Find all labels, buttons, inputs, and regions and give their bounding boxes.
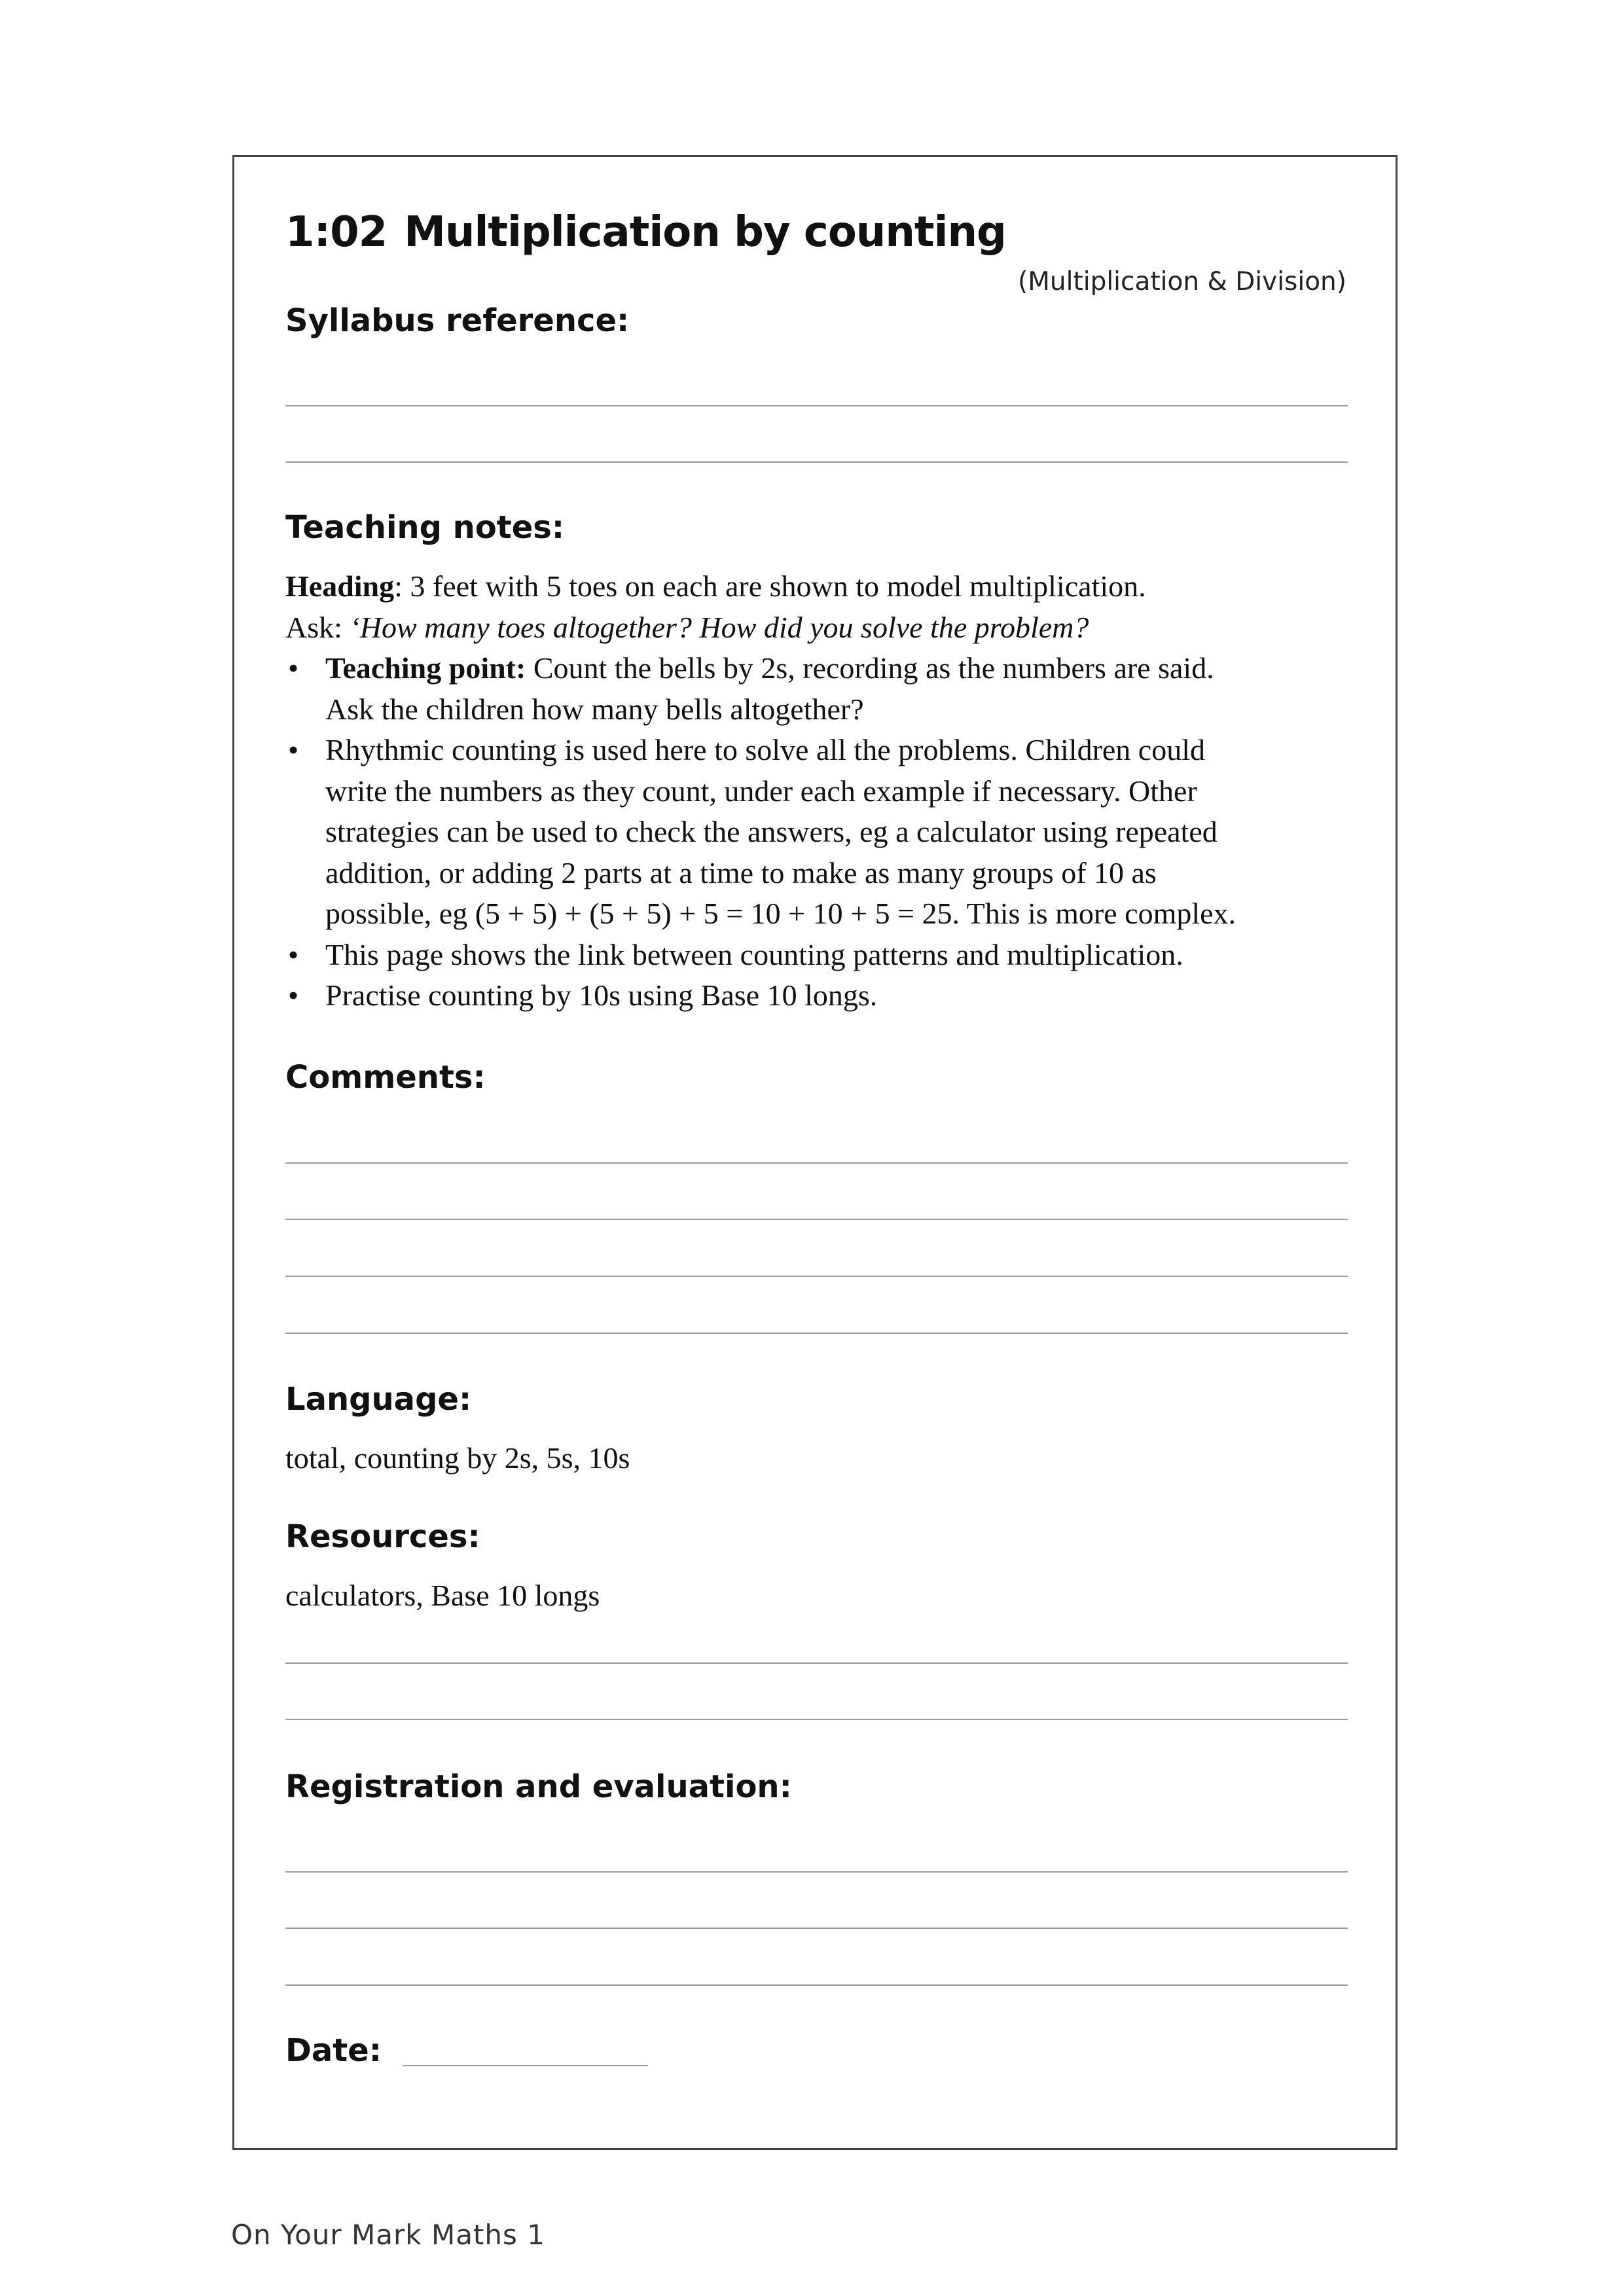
- list-item: • Teaching point: Count the bells by 2s, recording as the numbers are said. Ask the children how many bells altogether?: [285, 648, 1359, 730]
- notes-ask-question: ‘How many toes altogether? How did you solve the problem?: [350, 610, 1089, 644]
- date-field-line[interactable]: [403, 2065, 648, 2066]
- registration-heading: Registration and evaluation:: [285, 1768, 792, 1805]
- resources-text: calculators, Base 10 longs: [285, 1579, 600, 1612]
- strand-label: (Multiplication & Division): [1018, 267, 1346, 296]
- notes-heading-label: Heading: [285, 569, 395, 603]
- notes-bullet-list: [285, 648, 1359, 1016]
- page-frame: [232, 155, 1398, 2150]
- lesson-number: 1:02: [285, 208, 388, 257]
- syllabus-heading: Syllabus reference:: [285, 302, 630, 339]
- bullet-icon: •: [288, 978, 299, 1012]
- list-item: • Practise counting by 10s using Base 10 longs.: [285, 975, 1359, 1016]
- teaching-notes-body: [285, 566, 1359, 1016]
- resources-line-1[interactable]: [285, 1662, 1348, 1664]
- list-item: • This page shows the link between counting patterns and multiplication.: [285, 935, 1359, 976]
- comments-line-3[interactable]: [285, 1276, 1348, 1277]
- lesson-title: Multiplication by counting: [404, 208, 1006, 257]
- footer-book-title: On Your Mark Maths 1: [231, 2219, 545, 2251]
- bullet-icon: •: [288, 937, 299, 971]
- resources-heading: Resources:: [285, 1518, 480, 1555]
- language-heading: Language:: [285, 1381, 472, 1418]
- syllabus-line-2[interactable]: [285, 461, 1348, 463]
- bullet-icon: •: [288, 651, 299, 685]
- notes-heading-line: Heading: 3 feet with 5 toes on each are shown to model multiplication.: [285, 569, 1146, 603]
- registration-line-1[interactable]: [285, 1871, 1348, 1873]
- comments-line-2[interactable]: [285, 1219, 1348, 1220]
- date-heading: Date:: [285, 2032, 382, 2069]
- comments-line-1[interactable]: [285, 1162, 1348, 1164]
- syllabus-line-1[interactable]: [285, 405, 1348, 406]
- resources-line-2[interactable]: [285, 1719, 1348, 1720]
- comments-heading: Comments:: [285, 1059, 486, 1096]
- bullet-icon: •: [288, 733, 299, 766]
- notes-ask-line: Ask: ‘How many toes altogether? How did you solve the problem?: [285, 610, 1089, 644]
- page-title: [285, 208, 1006, 257]
- language-text: total, counting by 2s, 5s, 10s: [285, 1441, 630, 1475]
- list-item: • Rhythmic counting is used here to solve all the problems. Children could write the numbers as they count, under each example if necessary. Other strategies can be used to check the answers, eg a calculator using repeated addition, or adding 2 parts at a time to make as many groups of 10 as possible, eg (5 + 5) + (5 + 5) + 5 = 10 + 10 + 5 = 25. This is more complex.: [285, 730, 1359, 935]
- comments-line-4[interactable]: [285, 1333, 1348, 1334]
- registration-line-3[interactable]: [285, 1984, 1348, 1986]
- teaching-notes-heading: Teaching notes:: [285, 509, 565, 546]
- registration-line-2[interactable]: [285, 1928, 1348, 1929]
